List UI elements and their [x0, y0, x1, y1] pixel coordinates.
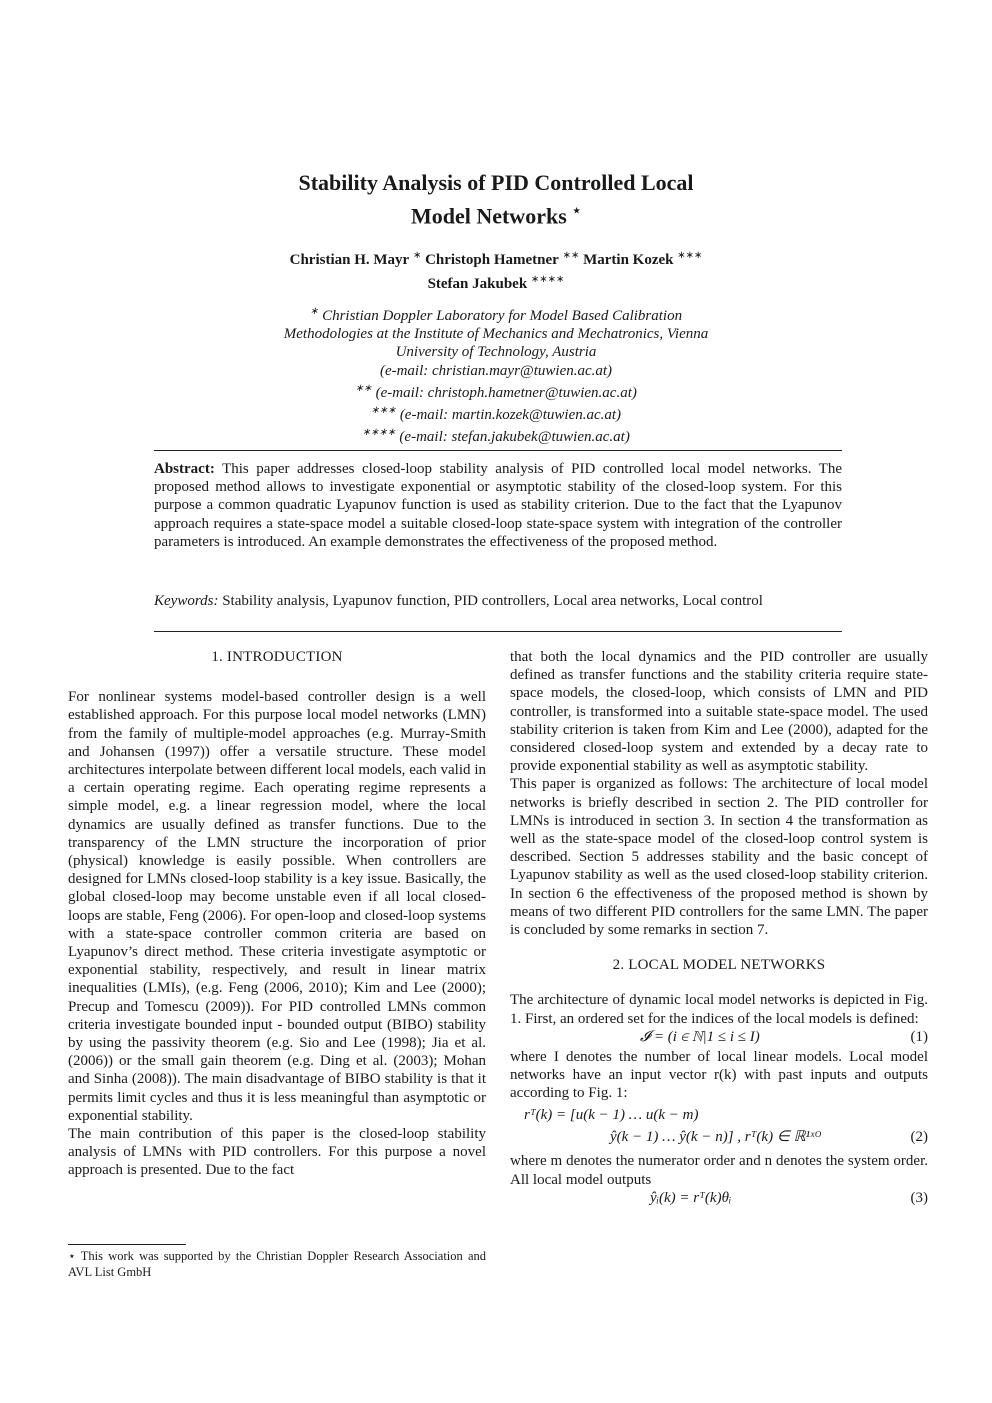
affil-mark: ∗	[309, 306, 319, 317]
email-2: (e-mail: christoph.hametner@tuwien.ac.at)	[375, 384, 637, 401]
intro-paragraph-2: The main contribution of this paper is the closed-loop stability analysis of LMNs with PID controllers. For this purpose a novel approach is presented. Due to the fact	[68, 1126, 486, 1179]
author-3: Martin Kozek	[583, 252, 674, 268]
section-1-heading: 1. INTRODUCTION	[211, 649, 343, 665]
abstract	[154, 460, 842, 551]
abstract-label: Abstract:	[154, 461, 215, 477]
author-4: Stefan Jakubek	[427, 276, 528, 292]
author-3-mark: ∗∗∗	[677, 250, 703, 261]
lmn-paragraph-3: where m denotes the numerator order and n denotes the system order. All local model outputs	[510, 1153, 928, 1188]
equation-1-body: 𝓘 = (i ∈ ℕ|1 ≤ i ≤ I)	[640, 1028, 760, 1045]
author-2: Christoph Hametner	[425, 252, 559, 268]
equation-3	[510, 1189, 928, 1209]
intro-paragraph-3: that both the local dynamics and the PID controller are usually defined as transfer functions and the stability criteria require state-space models, the closed-loop, which consists of LMN and PID controller, is transformed into a suitable state-space model. The used stability criterion is taken from Kim and Lee (2000), adapted for the considered closed-loop system and extended by a decay rate to provide exponential stability as well as asymptotic stability.	[510, 649, 928, 775]
equation-2-line-1	[510, 1106, 928, 1126]
paper-title	[0, 168, 992, 230]
abstract-top-rule	[154, 450, 842, 451]
footnote-mark: ⋆	[68, 1249, 76, 1263]
email-3-mark: ∗∗∗	[370, 405, 397, 417]
equation-3-body: ŷᵢ(k) = rᵀ(k)θᵢ	[650, 1189, 732, 1206]
abstract-text: This paper addresses closed-loop stability analysis of PID controlled local model networks. The proposed method allows to investigate exponential or asymptotic stability of the closed-loop system. For this purpose a common quadratic Lyapunov function is used as stability criterion. Due to the fact that the Lyapunov approach requires a state-space model a suitable closed-loop state-space system with integration of the controller parameters is introduced. An example demonstrates the effectiveness of the proposed method.	[154, 461, 843, 550]
equation-2-body-1: rᵀ(k) = [u(k − 1) … u(k − m)	[524, 1107, 699, 1124]
author-4-mark: ∗∗∗∗	[530, 274, 565, 285]
affil-line-3: University of Technology, Austria	[395, 344, 597, 361]
equation-3-number: (3)	[910, 1189, 928, 1206]
author-1: Christian H. Mayr	[289, 252, 410, 268]
intro-paragraph-1: For nonlinear systems model-based controller design is a well established approach. For this purpose local model networks (LMN) from the family of multiple-model approaches (e.g. Murray-Smith and Johansen (1997)) offer a versatile structure. These model architectures interpolate between different local models, each valid in a certain operating regime. Each operating regime represents a simple model, e.g. a linear regression model, where the local dynamics are usually defined as transfer functions. Due to the transparency of the LMN structure the incorporation of prior (physical) knowledge is easily possible. When controllers are designed for LMNs closed-loop stability is a key issue. Basically, the global closed-loop may become unstable even if all local closed-loops are stable, Feng (2006). For open-loop and closed-loop systems with a state-space controller common criteria are based on Lyapunov’s direct method. These criteria investigate asymptotic or exponential stability, respectively, and result in linear matrix inequalities (LMIs), (e.g. Feng (2006, 2010); Kim and Lee (2000); Precup and Tomescu (2009)). For PID controlled LMNs common criteria investigate bounded input - bounded output (BIBO) stability by using the passivity theorem (e.g. Sio and Lee (1998); Jia et al. (2006)) or the small gain theorem (e.g. Ding et al. (2003); Mohan and Sinha (2008)). The main disadvantage of BIBO stability is that it permits limit cycles and thus it is less meaningful than asymptotic or exponential stability.	[68, 689, 486, 1124]
equation-2-body-2: ŷ(k − 1) … ŷ(k − n)] , rᵀ(k) ∈ ℝ¹ˣᴼ	[610, 1129, 822, 1146]
keywords	[154, 592, 842, 610]
lmn-paragraph-1: The architecture of dynamic local model networks is depicted in Fig. 1. First, an ordered set for the indices of the local models is defined:	[510, 992, 928, 1027]
footnote-text: This work was supported by the Christian Doppler Research Association and AVL List GmbH	[68, 1249, 487, 1279]
lmn-paragraph-2: where I denotes the number of local linear models. Local model networks have an input vector r(k) with past inputs and outputs according to Fig. 1:	[510, 1048, 928, 1102]
intro-paragraph-4: This paper is organized as follows: The architecture of local model networks is briefly described in section 2. The PID controller for LMNs is introduced in section 3. In section 4 the transformation as well as the state-space model of the closed-loop control system is described. Section 5 addresses stability and the basic concept of Lyapunov stability as well as the used closed-loop stability criterion. In section 6 the effectiveness of the proposed method is shown by means of two different PID controllers for the same LMN. The paper is concluded by some remarks in section 7.	[510, 776, 928, 939]
email-3: (e-mail: martin.kozek@tuwien.ac.at)	[399, 407, 622, 424]
author-2-mark: ∗∗	[562, 250, 580, 261]
email-4-mark: ∗∗∗∗	[362, 427, 396, 439]
affil-line-1: Christian Doppler Laboratory for Model Based Calibration	[322, 308, 683, 324]
equation-2-number: (2)	[910, 1129, 928, 1146]
equation-2-line-2	[510, 1128, 928, 1148]
author-list	[0, 246, 992, 294]
abstract-bottom-rule	[154, 631, 842, 632]
right-column	[510, 648, 928, 1209]
section-2-heading: 2. LOCAL MODEL NETWORKS	[612, 957, 826, 974]
email-4: (e-mail: stefan.jakubek@tuwien.ac.at)	[399, 429, 630, 446]
title-footnote-mark: ⋆	[572, 204, 582, 219]
equation-1-number: (1)	[910, 1028, 928, 1045]
keywords-text: Stability analysis, Lyapunov function, PID controllers, Local area networks, Local control	[222, 593, 763, 609]
affiliations	[0, 303, 992, 446]
left-column	[68, 648, 486, 1180]
footnote-rule	[68, 1244, 186, 1245]
footnote	[68, 1248, 486, 1280]
email-2-mark: ∗∗	[355, 382, 372, 394]
title-line-2: Model Networks	[410, 203, 567, 229]
keywords-label: Keywords:	[154, 593, 219, 609]
title-line-1: Stability Analysis of PID Controlled Local	[298, 170, 694, 195]
author-1-mark: ∗	[412, 250, 422, 261]
equation-1	[510, 1028, 928, 1048]
email-1: (e-mail: christian.mayr@tuwien.ac.at)	[379, 362, 613, 379]
affil-line-2: Methodologies at the Institute of Mechanics and Mechatronics, Vienna	[283, 326, 709, 343]
